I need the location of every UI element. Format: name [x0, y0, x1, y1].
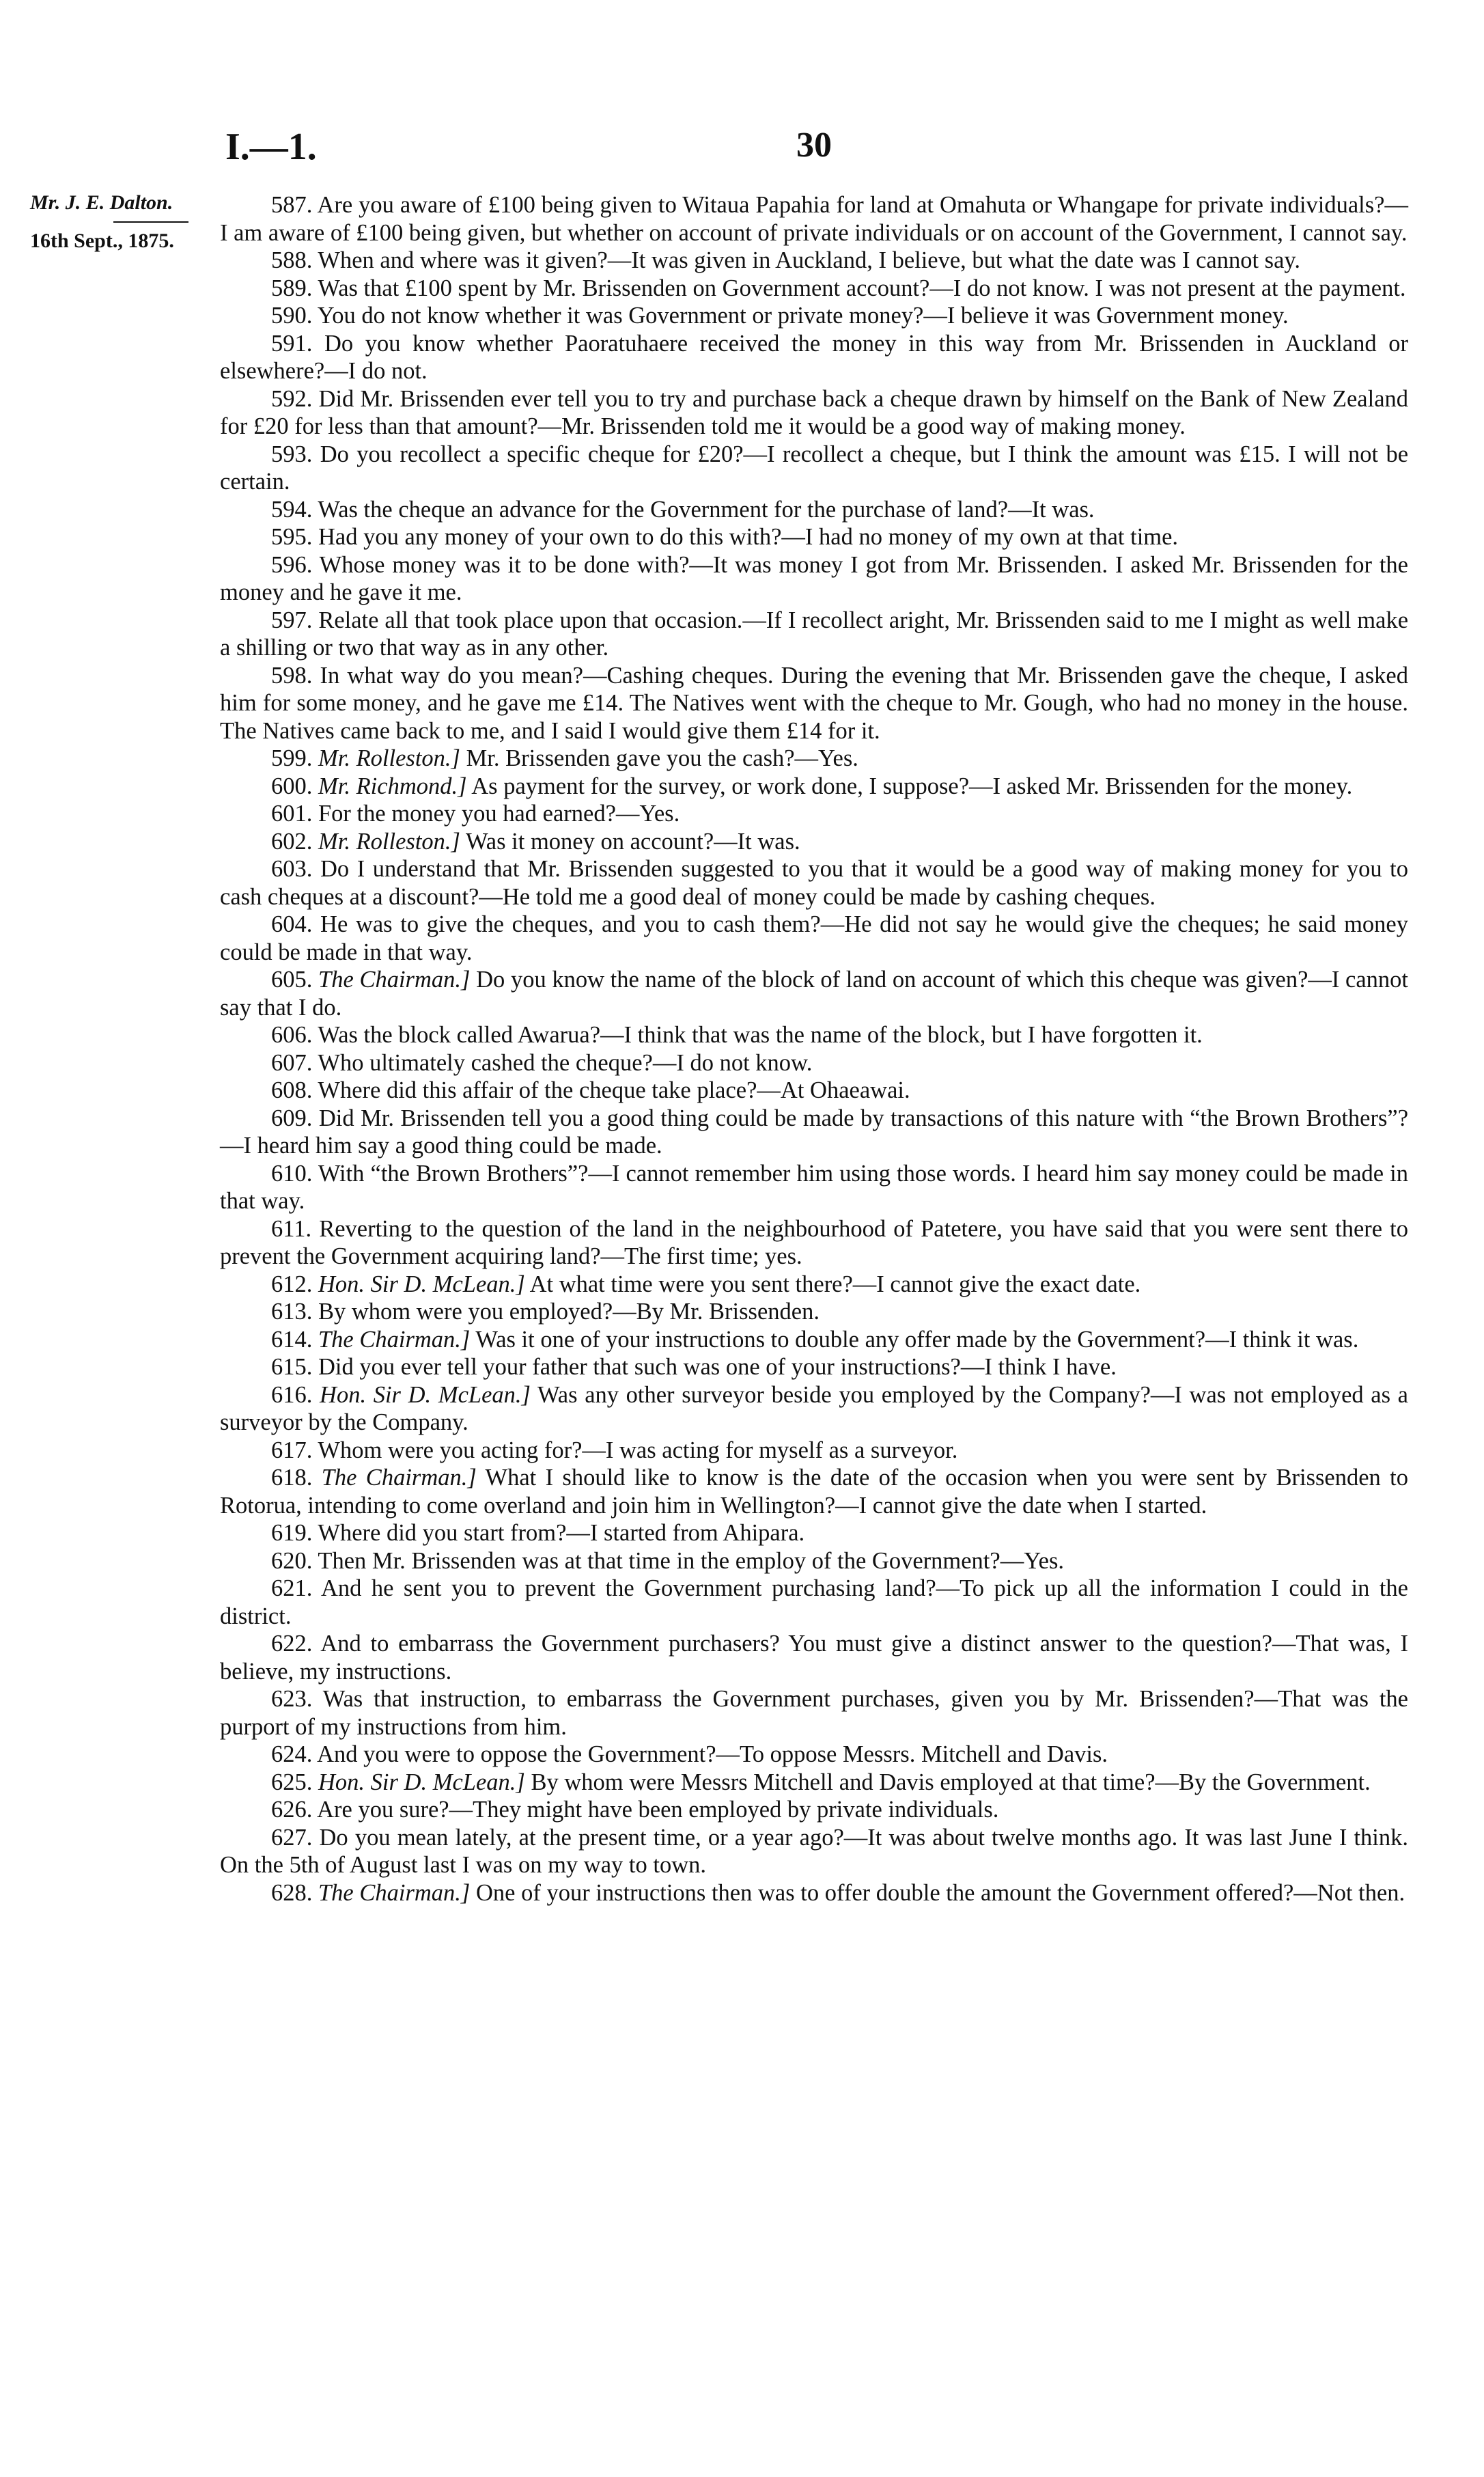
question-number: 621. — [271, 1575, 313, 1601]
question-text: Do you recollect a specific cheque for £20?—I recollect a cheque, but I think the amount was £15. I will not be certain. — [220, 441, 1409, 495]
question-text: For the money you had earned?—Yes. — [318, 801, 680, 827]
question-number: 625. — [271, 1769, 313, 1795]
question-number: 618. — [271, 1465, 313, 1491]
question-paragraph — [220, 1353, 1408, 1381]
question-paragraph — [220, 330, 1408, 385]
question-number: 607. — [271, 1049, 313, 1076]
question-text: By whom were you employed?—By Mr. Brissenden. — [318, 1299, 820, 1325]
speaker-name: Hon. Sir D. McLean.] — [320, 1381, 531, 1408]
question-text: Did Mr. Brissenden ever tell you to try and purchase back a cheque drawn by himself on the Bank of New Zealand for £20 for less than that amount?—Mr. Brissenden told me it would be a good way of making money. — [220, 385, 1409, 439]
question-text: Do you mean lately, at the present time, or a year ago?—It was about twelve months ago. It was last June I think. On the 5th of August last I was on my way to town. — [220, 1824, 1409, 1878]
question-paragraph — [220, 275, 1408, 303]
question-number: 622. — [271, 1631, 313, 1657]
question-paragraph — [220, 773, 1408, 801]
question-paragraph — [220, 191, 1408, 247]
question-number: 608. — [271, 1077, 313, 1103]
question-number: 628. — [271, 1879, 313, 1906]
question-paragraph — [220, 1271, 1408, 1299]
question-paragraph — [220, 1381, 1408, 1437]
question-number: 606. — [271, 1022, 313, 1048]
question-number: 587. — [271, 192, 313, 218]
question-paragraph — [220, 1630, 1408, 1685]
question-number: 610. — [271, 1160, 313, 1187]
question-paragraph — [220, 1049, 1408, 1077]
question-number: 619. — [271, 1520, 313, 1546]
question-text: Whom were you acting for?—I was acting for myself as a surveyor. — [318, 1437, 958, 1463]
question-text: Had you any money of your own to do this with?—I had no money of my own at that time. — [318, 524, 1179, 550]
question-paragraph — [220, 523, 1408, 551]
question-paragraph — [220, 1519, 1408, 1547]
question-paragraph — [220, 1547, 1408, 1575]
question-text: Where did this affair of the cheque take place?—At Ohaeawai. — [318, 1077, 910, 1103]
question-number: 598. — [271, 662, 313, 689]
margin-rule — [113, 221, 188, 223]
question-text: Are you sure?—They might have been employed by private individuals. — [317, 1797, 999, 1823]
question-paragraph — [220, 1215, 1408, 1271]
question-text: Was the block called Awarua?—I think that was the name of the block, but I have forgotten it. — [318, 1022, 1203, 1048]
speaker-name: The Chairman.] — [318, 1879, 471, 1906]
question-paragraph — [220, 800, 1408, 828]
question-number: 588. — [271, 247, 313, 273]
question-text: Do I understand that Mr. Brissenden suggested to you that it would be a good way of making money for you to cash cheques at a discount?—He told me a good deal of money could be made by cashing cheques. — [220, 856, 1408, 910]
question-paragraph — [220, 441, 1408, 496]
question-text: Do you know whether Paoratuhaere received the money in this way from Mr. Brissenden in Auckland or elsewhere?—I do not. — [220, 330, 1408, 384]
question-paragraph — [220, 1021, 1408, 1049]
question-number: 602. — [271, 828, 313, 855]
question-paragraph — [220, 1437, 1408, 1465]
question-text: Reverting to the question of the land in the neighbourhood of Patetere, you have said that you were sent there to prevent the Government acquiring land?—The first time; yes. — [220, 1215, 1409, 1269]
question-text: Who ultimately cashed the cheque?—I do not know. — [318, 1049, 813, 1076]
question-text: What I should like to know is the date of the occasion when you were sent by Brissenden to Rotorua, intending to come overland and join him in Wellington?—I cannot give the date when I started. — [220, 1465, 1408, 1519]
question-number: 593. — [271, 441, 313, 467]
question-number: 595. — [271, 524, 313, 550]
question-number: 615. — [271, 1354, 313, 1380]
speaker-name: Hon. Sir D. McLean.] — [318, 1271, 525, 1297]
question-number: 591. — [271, 330, 313, 357]
question-text: He was to give the cheques, and you to cash them?—He did not say he would give the cheques; he said money could be made in that way. — [220, 911, 1408, 965]
question-paragraph — [220, 1298, 1408, 1326]
question-number: 596. — [271, 551, 313, 578]
question-paragraph — [220, 1879, 1408, 1907]
page-number: 30 — [796, 126, 832, 165]
question-text: When and where was it given?—It was given in Auckland, I believe, but what the date was I cannot say. — [318, 247, 1301, 273]
question-number: 620. — [271, 1547, 313, 1574]
evidence-body — [220, 191, 1408, 1907]
question-paragraph — [220, 1464, 1408, 1519]
question-number: 592. — [271, 385, 313, 412]
question-paragraph — [220, 1326, 1408, 1354]
witness-name: Mr. J. E. Dalton. — [30, 191, 173, 214]
question-text: You do not know whether it was Government or private money?—I believe it was Government money. — [317, 303, 1289, 329]
question-text: And to embarrass the Government purchasers? You must give a distinct answer to the question?—That was, I believe, my instructions. — [220, 1631, 1409, 1685]
question-paragraph — [220, 745, 1408, 773]
question-paragraph — [220, 662, 1408, 745]
question-text: Do you know the name of the block of land on account of which this cheque was given?—I cannot say that I do. — [220, 967, 1409, 1021]
question-number: 614. — [271, 1326, 313, 1353]
question-number: 601. — [271, 801, 313, 827]
question-text: By whom were Messrs Mitchell and Davis employed at that time?—By the Government. — [531, 1769, 1371, 1795]
speaker-name: Mr. Rolleston.] — [318, 745, 460, 771]
question-text: And you were to oppose the Government?—To oppose Messrs. Mitchell and Davis. — [317, 1741, 1108, 1767]
question-text: Did Mr. Brissenden tell you a good thing could be made by transactions of this nature with “the Brown Brothers”?—I heard him say a good thing could be made. — [220, 1105, 1409, 1159]
question-number: 624. — [271, 1741, 313, 1767]
question-text: Was it one of your instructions to double any offer made by the Government?—I think it was. — [475, 1326, 1359, 1353]
question-paragraph — [220, 1077, 1408, 1105]
question-paragraph — [220, 1796, 1408, 1824]
question-text: Relate all that took place upon that occasion.—If I recollect aright, Mr. Brissenden said to me I might as well make a shilling or two that way as in any other. — [220, 607, 1409, 661]
question-number: 594. — [271, 496, 313, 523]
question-number: 589. — [271, 275, 313, 301]
question-text: Was the cheque an advance for the Government for the purchase of land?—It was. — [318, 496, 1095, 523]
question-text: In what way do you mean?—Cashing cheques. During the evening that Mr. Brissenden gave the cheque, I asked him for some money, and he gave me £14. The Natives went with the cheque to Mr. Gough, who had no money in the house. The Natives came back to me, and I said I would give them £14 for it. — [220, 662, 1408, 744]
question-text: With “the Brown Brothers”?—I cannot remember him using those words. I heard him say money could be made in that way. — [220, 1160, 1408, 1214]
question-text: Was that £100 spent by Mr. Brissenden on Government account?—I do not know. I was not present at the payment. — [318, 275, 1406, 301]
question-paragraph — [220, 247, 1408, 275]
question-paragraph — [220, 607, 1408, 662]
question-number: 617. — [271, 1437, 313, 1463]
question-paragraph — [220, 1105, 1408, 1160]
question-number: 603. — [271, 856, 313, 882]
question-number: 616. — [271, 1381, 313, 1408]
question-paragraph — [220, 1685, 1408, 1741]
question-number: 605. — [271, 967, 313, 993]
speaker-name: The Chairman.] — [318, 1326, 471, 1353]
speaker-name: The Chairman.] — [318, 967, 471, 993]
question-text: Was it money on account?—It was. — [465, 828, 800, 855]
question-paragraph — [220, 1824, 1408, 1879]
question-number: 626. — [271, 1797, 313, 1823]
report-series-label: I.—1. — [225, 126, 317, 168]
question-text: Are you aware of £100 being given to Witaua Papahia for land at Omahuta or Whangape for private individuals?—I am aware of £100 being given, but whether on account of private individuals or on account of the Government, I cannot say. — [220, 192, 1408, 246]
question-number: 609. — [271, 1105, 313, 1131]
question-paragraph — [220, 302, 1408, 330]
question-number: 612. — [271, 1271, 313, 1297]
question-text: And he sent you to prevent the Government purchasing land?—To pick up all the information I could in the district. — [220, 1575, 1408, 1629]
question-number: 623. — [271, 1686, 313, 1712]
question-text: Mr. Brissenden gave you the cash?—Yes. — [466, 745, 858, 771]
question-text: Did you ever tell your father that such was one of your instructions?—I think I have. — [318, 1354, 1117, 1380]
question-text: Whose money was it to be done with?—It was money I got from Mr. Brissenden. I asked Mr. Brissenden for the money and he gave it me. — [220, 551, 1408, 605]
speaker-name: The Chairman.] — [321, 1465, 477, 1491]
question-text: Was that instruction, to embarrass the Government purchases, given you by Mr. Brissenden?—That was the purport of my instructions from him. — [220, 1686, 1408, 1740]
question-number: 613. — [271, 1299, 313, 1325]
question-number: 599. — [271, 745, 313, 771]
question-number: 600. — [271, 773, 313, 799]
question-text: Was any other surveyor beside you employed by the Company?—I was not employed as a surveyor by the Company. — [220, 1381, 1408, 1435]
question-text: As payment for the survey, or work done, I suppose?—I asked Mr. Brissenden for the money. — [471, 773, 1353, 799]
question-number: 627. — [271, 1824, 313, 1851]
question-paragraph — [220, 385, 1408, 441]
question-text: One of your instructions then was to offer double the amount the Government offered?—Not then. — [476, 1879, 1405, 1906]
question-paragraph — [220, 496, 1408, 524]
question-paragraph — [220, 828, 1408, 856]
question-text: Then Mr. Brissenden was at that time in the employ of the Government?—Yes. — [318, 1547, 1065, 1574]
question-number: 590. — [271, 303, 313, 329]
question-paragraph — [220, 966, 1408, 1021]
question-paragraph — [220, 911, 1408, 966]
question-number: 611. — [271, 1215, 312, 1242]
margin-note — [30, 191, 235, 253]
speaker-name: Mr. Richmond.] — [318, 773, 467, 799]
question-paragraph — [220, 551, 1408, 607]
speaker-name: Mr. Rolleston.] — [318, 828, 460, 855]
question-text: At what time were you sent there?—I cannot give the exact date. — [529, 1271, 1141, 1297]
question-paragraph — [220, 1741, 1408, 1769]
question-paragraph — [220, 855, 1408, 911]
question-text: Where did you start from?—I started from Ahipara. — [318, 1520, 805, 1546]
question-paragraph — [220, 1769, 1408, 1797]
speaker-name: Hon. Sir D. McLean.] — [318, 1769, 525, 1795]
question-paragraph — [220, 1575, 1408, 1630]
hearing-date: 16th Sept., 1875. — [30, 230, 174, 252]
question-paragraph — [220, 1160, 1408, 1215]
question-number: 597. — [271, 607, 313, 633]
question-number: 604. — [271, 911, 313, 937]
